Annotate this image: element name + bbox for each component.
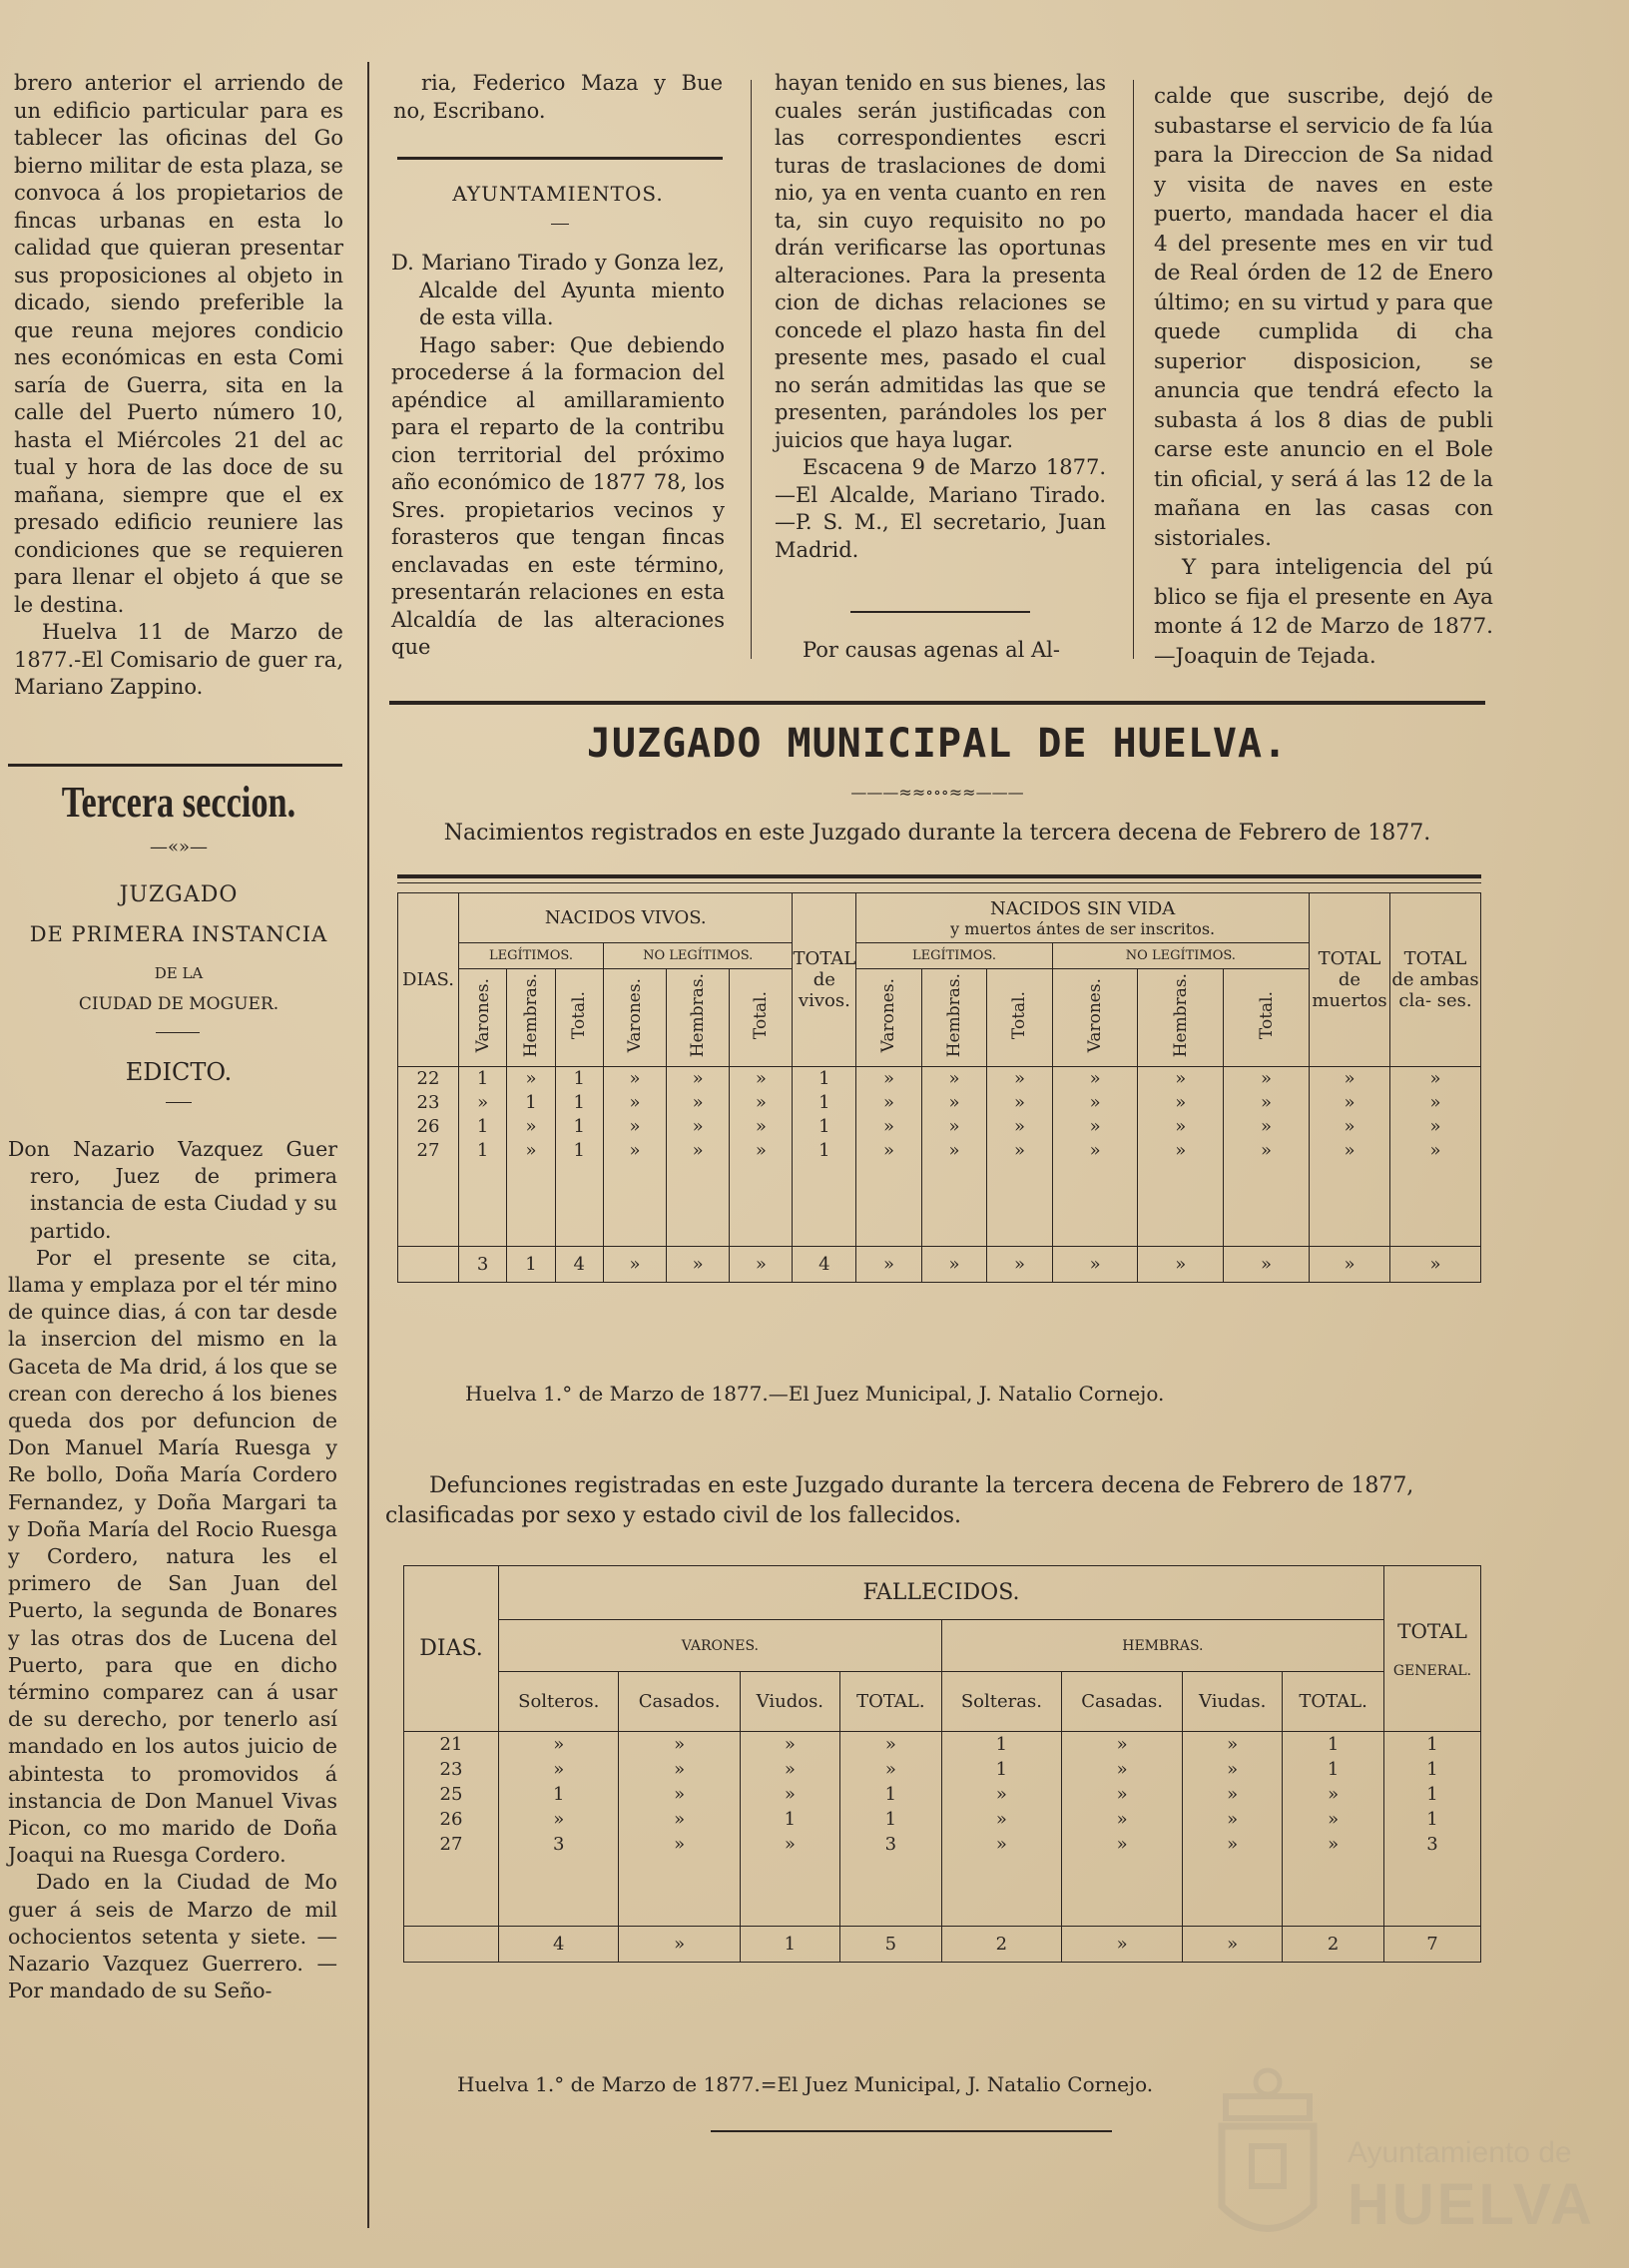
births-cell: 27	[398, 1139, 459, 1163]
births-sub-hembras: Hembras.	[921, 969, 986, 1067]
column-2-body	[391, 250, 725, 662]
births-cell: »	[1390, 1115, 1481, 1139]
deaths-header-total-general-1: TOTAL	[1397, 1618, 1467, 1643]
births-cell: »	[730, 1139, 793, 1163]
deaths-cell: 1	[941, 1757, 1061, 1782]
births-header-no-legitimos-muertos: NO LEGÍTIMOS.	[1052, 943, 1309, 969]
deaths-spacer-cell	[1384, 1857, 1481, 1927]
deaths-row	[404, 1757, 1481, 1782]
births-cell: »	[1224, 1139, 1310, 1163]
juzgado-ornament: ———≈≈∘∘∘≈≈———	[850, 783, 1024, 802]
births-header-sin-vida-1: NACIDOS SIN VIDA	[989, 897, 1176, 919]
deaths-cell: 1	[1283, 1732, 1384, 1757]
deaths-row	[404, 1782, 1481, 1807]
births-cell: 1	[555, 1139, 603, 1163]
births-spacer-cell	[1052, 1163, 1138, 1247]
column-2	[393, 70, 723, 125]
deaths-cell: »	[619, 1782, 740, 1807]
births-cell: 1	[793, 1115, 856, 1139]
births-sub-total: Total.	[1224, 969, 1310, 1067]
births-sub-varones: Varones.	[1052, 969, 1138, 1067]
births-cell: »	[730, 1067, 793, 1091]
deaths-row	[404, 1807, 1481, 1832]
births-cell: »	[921, 1139, 986, 1163]
births-row	[398, 1115, 1481, 1139]
deaths-sub-solteros: Solteros.	[499, 1672, 619, 1732]
deaths-cell: »	[1183, 1807, 1283, 1832]
births-cell: »	[1310, 1067, 1390, 1091]
court-line-4: CIUDAD DE MOGUER.	[78, 994, 279, 1014]
deaths-cell: »	[1283, 1782, 1384, 1807]
births-cell: »	[1138, 1115, 1224, 1139]
births-cell: 26	[398, 1115, 459, 1139]
births-cell: »	[667, 1139, 730, 1163]
deaths-spacer-cell	[619, 1857, 740, 1927]
deaths-cell: »	[740, 1732, 839, 1757]
deaths-cell: »	[619, 1757, 740, 1782]
births-header-sin-vida	[856, 893, 1310, 943]
births-cell: »	[507, 1115, 555, 1139]
births-total-cell: »	[921, 1247, 986, 1283]
births-sub-varones: Varones.	[459, 969, 507, 1067]
col4-paragraph-2: Y para inteligencia del pú blico se fija el presente en Aya monte á 12 de Marzo de 1877. —Joaquin de Tejada.	[1154, 555, 1493, 669]
deaths-cell: »	[740, 1757, 839, 1782]
births-total-cell	[398, 1247, 459, 1283]
births-cell: 1	[459, 1139, 507, 1163]
births-total-cell: 4	[793, 1247, 856, 1283]
court-divider	[156, 1032, 200, 1033]
deaths-cell: »	[941, 1782, 1061, 1807]
column-3	[775, 70, 1106, 564]
deaths-spacer-cell	[1183, 1857, 1283, 1927]
deaths-row	[404, 1732, 1481, 1757]
deaths-bottom-rule	[711, 2130, 1112, 2132]
births-cell: »	[1138, 1067, 1224, 1091]
births-row	[398, 1139, 1481, 1163]
births-cell: »	[1224, 1067, 1310, 1091]
births-spacer-cell	[667, 1163, 730, 1247]
column-3-tail	[775, 637, 1106, 665]
deaths-spacer-cell	[404, 1857, 499, 1927]
court-line-3: DE LA	[154, 964, 204, 982]
births-total-cell: 3	[459, 1247, 507, 1283]
births-row	[398, 1067, 1481, 1091]
births-total-cell: »	[730, 1247, 793, 1283]
births-cell: »	[1138, 1091, 1224, 1115]
births-intro: Nacimientos registrados en este Juzgado durante la tercera decena de Febrero de 1877.	[443, 821, 1431, 846]
births-spacer-cell	[1390, 1163, 1481, 1247]
births-cell: »	[1390, 1091, 1481, 1115]
births-cell: »	[987, 1091, 1053, 1115]
births-cell: 1	[555, 1091, 603, 1115]
births-cell: »	[603, 1115, 666, 1139]
deaths-footer: Huelva 1.° de Marzo de 1877.=El Juez Municipal, J. Natalio Cornejo.	[457, 2072, 1154, 2096]
deaths-cell: 1	[740, 1807, 839, 1832]
births-cell: »	[921, 1067, 986, 1091]
deaths-cell: »	[1062, 1757, 1183, 1782]
ayuntamiento-logo	[1208, 2056, 1627, 2266]
births-header-no-legitimos-vivos: NO LEGÍTIMOS.	[603, 943, 793, 969]
edict-paragraph-3: Dado en la Ciudad de Mo guer á seis de Marzo de mil ochocientos setenta y siete. —Nazario Vazquez Guerrero. —Por mandado de su Seño-	[8, 1870, 337, 2003]
edict-body	[8, 1136, 337, 2005]
births-row	[398, 1091, 1481, 1115]
births-sub-total: Total.	[555, 969, 603, 1067]
deaths-cell: »	[1283, 1832, 1384, 1857]
births-spacer-cell	[730, 1163, 793, 1247]
col3-paragraph-2: Escacena 9 de Marzo 1877. —El Alcalde, Mariano Tirado. —P. S. M., El secretario, Juan Madrid.	[775, 455, 1106, 562]
births-header-total-ambas: TOTAL de ambas cla- ses.	[1390, 893, 1481, 1067]
births-cell: »	[856, 1115, 921, 1139]
deaths-cell: 3	[839, 1832, 941, 1857]
deaths-cell: 1	[839, 1807, 941, 1832]
deaths-sub-viudas: Viudas.	[1183, 1672, 1283, 1732]
col2-paragraph-2: Hago saber: Que debiendo procederse á la formacion del apéndice al amillaramiento para el reparto de la contribu cion territorial del próximo año económico de 1877 78, los Sres. propietarios vecinos y forasteros que tengan fincas enclavadas en este término, presentarán relaciones en esta Alcaldía de las alteraciones que	[391, 332, 725, 659]
births-total-cell: 1	[507, 1247, 555, 1283]
births-totals-row	[398, 1247, 1481, 1283]
births-sub-total: Total.	[987, 969, 1053, 1067]
deaths-header-hembras: HEMBRAS.	[941, 1620, 1383, 1672]
births-cell: »	[1310, 1139, 1390, 1163]
births-cell: »	[507, 1139, 555, 1163]
deaths-spacer-cell	[1283, 1857, 1384, 1927]
deaths-cell: »	[1062, 1832, 1183, 1857]
deaths-total-cell: »	[1183, 1927, 1283, 1963]
deaths-total-cell: 4	[499, 1927, 619, 1963]
deaths-cell: »	[499, 1807, 619, 1832]
deaths-cell: »	[839, 1732, 941, 1757]
deaths-total-cell: 2	[1283, 1927, 1384, 1963]
ayuntamientos-heading: AYUNTAMIENTOS.	[452, 182, 664, 206]
births-cell: 1	[459, 1067, 507, 1091]
deaths-row	[404, 1832, 1481, 1857]
edict-title: EDICTO.	[125, 1058, 233, 1086]
births-cell: »	[1052, 1091, 1138, 1115]
births-total-cell: »	[1310, 1247, 1390, 1283]
deaths-body	[404, 1732, 1481, 1963]
births-total-cell: »	[1138, 1247, 1224, 1283]
births-spacer-cell	[603, 1163, 666, 1247]
deaths-cell: 3	[499, 1832, 619, 1857]
coat-of-arms-icon	[1208, 2056, 1328, 2256]
deaths-spacer-row	[404, 1857, 1481, 1927]
tercera-seccion-title: Tercera seccion.	[61, 778, 296, 827]
deaths-cell: 1	[941, 1732, 1061, 1757]
deaths-cell: 1	[1283, 1757, 1384, 1782]
deaths-cell: »	[941, 1832, 1061, 1857]
births-cell: »	[603, 1067, 666, 1091]
births-cell: »	[987, 1115, 1053, 1139]
deaths-cell: »	[1062, 1807, 1183, 1832]
deaths-cell: »	[499, 1732, 619, 1757]
births-cell: »	[1052, 1067, 1138, 1091]
births-cell: »	[667, 1067, 730, 1091]
births-cell: »	[1052, 1115, 1138, 1139]
births-cell: »	[507, 1067, 555, 1091]
deaths-cell: »	[1183, 1782, 1283, 1807]
court-line-2: DE PRIMERA INSTANCIA	[29, 922, 328, 946]
births-cell: »	[730, 1115, 793, 1139]
births-total-cell: »	[987, 1247, 1053, 1283]
births-spacer-cell	[793, 1163, 856, 1247]
col3-paragraph-1: hayan tenido en sus bienes, las cuales serán justificadas con las correspondientes escri turas de traslaciones de domi nio, ya en venta cuanto en ren ta, sin cuyo requisito no po drán verificarse las oportunas alteraciones. Para la presenta cion de dichas relaciones se concede el plazo hasta fin del presente mes, pasado el cual no serán admitidas las que se presenten, parándoles los per juicios que haya lugar.	[775, 71, 1106, 452]
deaths-cell: 27	[404, 1832, 499, 1857]
col1-divider	[8, 764, 342, 767]
deaths-cell: 1	[1384, 1757, 1481, 1782]
births-cell: 22	[398, 1067, 459, 1091]
court-line-1: JUZGADO	[119, 882, 239, 907]
births-cell: »	[856, 1139, 921, 1163]
deaths-sub-casados: Casados.	[619, 1672, 740, 1732]
births-spacer-cell	[987, 1163, 1053, 1247]
births-header-total-muertos: TOTAL de muertos	[1310, 893, 1390, 1067]
deaths-spacer-cell	[1062, 1857, 1183, 1927]
births-cell: »	[603, 1091, 666, 1115]
births-spacer-cell	[921, 1163, 986, 1247]
births-header-legitimos-vivos: LEGÍTIMOS.	[459, 943, 604, 969]
col2-paragraph-1: D. Mariano Tirado y Gonza lez, Alcalde del Ayunta miento de esta villa.	[391, 251, 725, 329]
births-spacer-cell	[459, 1163, 507, 1247]
deaths-spacer-cell	[941, 1857, 1061, 1927]
births-cell: »	[603, 1139, 666, 1163]
births-sub-hembras: Hembras.	[1138, 969, 1224, 1067]
deaths-cell: »	[839, 1757, 941, 1782]
births-spacer-cell	[856, 1163, 921, 1247]
births-cell: »	[856, 1091, 921, 1115]
deaths-cell: »	[1183, 1832, 1283, 1857]
juzgado-title: JUZGADO MUNICIPAL DE HUELVA.	[586, 721, 1289, 767]
births-cell: »	[1310, 1091, 1390, 1115]
births-total-cell: 4	[555, 1247, 603, 1283]
deaths-cell: »	[1062, 1732, 1183, 1757]
deaths-cell: 1	[499, 1782, 619, 1807]
deaths-sub-total-varones: TOTAL.	[839, 1672, 941, 1732]
births-sub-varones: Varones.	[603, 969, 666, 1067]
births-total-cell: »	[1390, 1247, 1481, 1283]
deaths-cell: 21	[404, 1732, 499, 1757]
births-spacer-cell	[507, 1163, 555, 1247]
births-total-cell: »	[856, 1247, 921, 1283]
deaths-cell: »	[619, 1832, 740, 1857]
births-cell: 1	[793, 1139, 856, 1163]
births-cell: 1	[555, 1115, 603, 1139]
births-total-cell: »	[667, 1247, 730, 1283]
births-sub-total: Total.	[730, 969, 793, 1067]
deaths-cell: 26	[404, 1807, 499, 1832]
deaths-total-cell: 5	[839, 1927, 941, 1963]
births-spacer-cell	[1310, 1163, 1390, 1247]
deaths-cell: »	[1062, 1782, 1183, 1807]
edict-divider	[166, 1102, 192, 1103]
births-header-sin-vida-2: y muertos ántes de ser inscritos.	[950, 918, 1216, 938]
deaths-cell: »	[740, 1832, 839, 1857]
births-cell: »	[1224, 1091, 1310, 1115]
ayuntamientos-divider	[551, 224, 569, 225]
deaths-cell: »	[1283, 1807, 1384, 1832]
births-cell: »	[667, 1091, 730, 1115]
births-top-rule	[397, 874, 1481, 878]
births-total-cell: »	[603, 1247, 666, 1283]
deaths-total-cell	[404, 1927, 499, 1963]
col2-top-text: ria, Federico Maza y Bue no, Escribano.	[393, 71, 723, 123]
births-cell: »	[1052, 1139, 1138, 1163]
col3-divider	[850, 611, 1030, 613]
births-cell: »	[921, 1091, 986, 1115]
births-table	[397, 892, 1481, 1283]
deaths-cell: »	[1183, 1732, 1283, 1757]
deaths-table	[403, 1565, 1481, 1963]
births-cell: »	[1390, 1067, 1481, 1091]
col2-divider	[397, 157, 723, 160]
births-spacer-cell	[1224, 1163, 1310, 1247]
births-cell: »	[1224, 1115, 1310, 1139]
births-cell: 1	[793, 1067, 856, 1091]
deaths-cell: »	[941, 1807, 1061, 1832]
section-ornament: —«»—	[149, 837, 209, 857]
deaths-header-total-general	[1384, 1566, 1481, 1732]
deaths-header-fallecidos: FALLECIDOS.	[499, 1566, 1384, 1620]
deaths-cell: 1	[1384, 1782, 1481, 1807]
births-header-total-vivos: TOTAL de vivos.	[793, 893, 856, 1067]
deaths-total-cell: »	[1062, 1927, 1183, 1963]
births-cell: »	[921, 1115, 986, 1139]
births-cell: »	[987, 1139, 1053, 1163]
births-sub-varones: Varones.	[856, 969, 921, 1067]
deaths-total-cell: 7	[1384, 1927, 1481, 1963]
births-spacer-cell	[555, 1163, 603, 1247]
deaths-spacer-cell	[839, 1857, 941, 1927]
births-header-vivos: NACIDOS VIVOS.	[459, 893, 793, 943]
column-rule-3	[1133, 80, 1134, 659]
deaths-header-varones: VARONES.	[499, 1620, 942, 1672]
col3-paragraph-3: Por causas agenas al Al-	[803, 638, 1060, 662]
deaths-total-cell: 1	[740, 1927, 839, 1963]
births-cell: »	[1138, 1139, 1224, 1163]
births-cell: »	[459, 1091, 507, 1115]
deaths-cell: 1	[839, 1782, 941, 1807]
column-4	[1154, 82, 1493, 671]
births-cell: »	[1310, 1115, 1390, 1139]
births-total-cell: »	[1224, 1247, 1310, 1283]
births-header-legitimos-muertos: LEGÍTIMOS.	[856, 943, 1053, 969]
deaths-spacer-cell	[740, 1857, 839, 1927]
deaths-cell: »	[499, 1757, 619, 1782]
deaths-header-dias: DIAS.	[404, 1566, 499, 1732]
deaths-header-total-general-2: GENERAL.	[1392, 1662, 1472, 1679]
births-cell: »	[730, 1091, 793, 1115]
col4-paragraph-1: calde que suscribe, dejó de subastarse el servicio de fa lúa para la Direccion de Sa nidad y visita de naves en este puerto, mandada hacer el dia 4 del presente mes en vir tud de Real órden de 12 de Enero último; en su virtud y para que quede cumplida di cha superior disposicion, se anuncia que tendrá efecto la subasta á los 8 dias de publi carse este anuncio en el Bole tin oficial, y será á las 12 de la mañana en las casas con sistoriales.	[1154, 84, 1493, 551]
col1-paragraph-2: Huelva 11 de Marzo de 1877.-El Comisario de guer ra, Mariano Zappino.	[14, 620, 343, 699]
deaths-cell: 1	[1384, 1807, 1481, 1832]
section-divider	[389, 701, 1485, 705]
births-header-dias: DIAS.	[398, 893, 459, 1067]
deaths-cell: »	[1183, 1757, 1283, 1782]
deaths-cell: »	[619, 1732, 740, 1757]
column-rule-2	[751, 80, 752, 659]
births-cell: 1	[459, 1115, 507, 1139]
births-total-cell: »	[1052, 1247, 1138, 1283]
column-rule-1	[367, 62, 369, 2228]
births-cell: »	[1390, 1139, 1481, 1163]
births-cell: 23	[398, 1091, 459, 1115]
births-top-rule-2	[397, 882, 1481, 883]
deaths-sub-total-hembras: TOTAL.	[1283, 1672, 1384, 1732]
deaths-cell: 23	[404, 1757, 499, 1782]
deaths-totals-row	[404, 1927, 1481, 1963]
deaths-cell: 25	[404, 1782, 499, 1807]
watermark-line-1: Ayuntamiento de	[1348, 2136, 1572, 2169]
births-sub-hembras: Hembras.	[667, 969, 730, 1067]
deaths-total-cell: 2	[941, 1927, 1061, 1963]
deaths-spacer-cell	[499, 1857, 619, 1927]
edict-paragraph-2: Por el presente se cita, llama y emplaza por el tér mino de quince dias, á con tar desde la insercion del mismo en la Gaceta de Ma drid, á los que se crean con derecho á los bienes queda dos por defuncion de Don Manuel María Ruesga y Re bollo, Doña María Cordero Fernandez, y Doña Margari ta y Doña María del Rocio Ruesga y Cordero, natura les el primero de San Juan del Puerto, la segunda de Bonares y las otras dos de Lucena del Puerto, para que en dicho término comparez can á usar de su derecho, por tenerlo así mandado en los autos juicio de abintesta to promovidos á instancia de Don Manuel Vivas Picon, co mo marido de Doña Joaqui na Ruesga Cordero.	[8, 1245, 337, 1868]
births-footer: Huelva 1.° de Marzo de 1877.—El Juez Municipal, J. Natalio Cornejo.	[465, 1382, 1165, 1406]
deaths-sub-casadas: Casadas.	[1062, 1672, 1183, 1732]
births-cell: 1	[793, 1091, 856, 1115]
births-spacer-cell	[398, 1163, 459, 1247]
deaths-sub-viudos: Viudos.	[740, 1672, 839, 1732]
births-cell: 1	[507, 1091, 555, 1115]
births-cell: »	[667, 1115, 730, 1139]
births-cell: »	[987, 1067, 1053, 1091]
deaths-cell: »	[740, 1782, 839, 1807]
births-spacer-cell	[1138, 1163, 1224, 1247]
column-1	[14, 70, 343, 702]
births-cell: »	[856, 1067, 921, 1091]
edict-paragraph-1: Don Nazario Vazquez Guer rero, Juez de primera instancia de esta Ciudad y su partido.	[8, 1137, 337, 1243]
births-sub-hembras: Hembras.	[507, 969, 555, 1067]
deaths-cell: 1	[1384, 1732, 1481, 1757]
deaths-total-cell: »	[619, 1927, 740, 1963]
deaths-sub-solteras: Solteras.	[941, 1672, 1061, 1732]
births-spacer-row	[398, 1163, 1481, 1247]
col1-paragraph-1: brero anterior el arriendo de un edificio particular para es tablecer las oficinas del Go bierno militar de esta plaza, se convoca á los propietarios de fincas urbanas en esta lo calidad que quieran presentar sus proposiciones al objeto in dicado, siendo preferible la que reuna mejores condicio nes económicas en esta Comi saría de Guerra, sita en la calle del Puerto número 10, hasta el Miércoles 21 del ac tual y hora de las doce de su mañana, siempre que el ex presado edificio reuniere las condiciones que se requieren para llenar el objeto á que se le destina.	[14, 71, 343, 617]
watermark-line-2: HUELVA	[1348, 2172, 1595, 2237]
deaths-cell: 3	[1384, 1832, 1481, 1857]
births-body	[398, 1067, 1481, 1283]
births-cell: 1	[555, 1067, 603, 1091]
deaths-cell: »	[619, 1807, 740, 1832]
deaths-intro: Defunciones registradas en este Juzgado durante la tercera decena de Febrero de 1877, clasificadas por sexo y estado civil de los fallecidos.	[385, 1473, 1414, 1528]
